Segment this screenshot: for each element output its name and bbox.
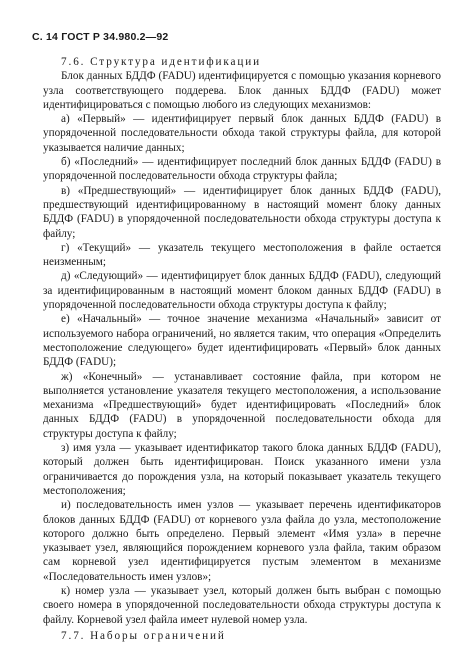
- paragraph-item-v: в) «Предшествующий» — идентифицирует блок данных БДДФ (FADU), предшествующий идентифицированному в настоящий момент блоку данных БДДФ (FADU) в упорядоченной последовательности обхода структуры доступа к файлу;: [43, 184, 441, 240]
- paragraph-intro: Блок данных БДДФ (FADU) идентифицируется с помощью указания корневого узла соответствующего поддерева. Блок данных БДДФ (FADU) может идентифицироваться с помощью любого из следующих механизмов:: [43, 70, 441, 111]
- paragraph-item-i: и) последовательность имен узлов — указывает перечень идентификаторов блоков данных БДДФ (FADU) от корневого узла файла до узла, местоположение которого должно быть определено. Первый элемент «Имя узла» в перечне указывает узел, являющийся порождением корневого узла файла, таким образом сам корневой узел идентифицируется пустым элементом в механизме «Последовательность имен узлов»;: [43, 499, 441, 583]
- paragraph-item-d: д) «Следующий» — идентифицирует блок данных БДДФ (FADU), следующий за идентифицированным в настоящий момент блоком данных БДДФ (FADU) в упорядоченной последовательности обхода структуры доступа к файлу;: [43, 270, 441, 312]
- page-header: С. 14 ГОСТ Р 34.980.2—92: [32, 31, 169, 43]
- paragraph-item-k: к) номер узла — указывает узел, который должен быть выбран с помощью своего номера в упорядоченной последовательности обхода структуры доступа к файлу. Корневой узел файла имеет нулевой номер узла.: [43, 584, 441, 626]
- paragraph-item-e: е) «Начальный» — точное значение механизма «Начальный» зависит от используемого набора ограничений, но является таким, что операция «Определить местоположение следующего» будет идентифицировать «Первый» блок данных БДДФ (FADU);: [43, 313, 441, 369]
- paragraph-item-b: б) «Последний» — идентифицирует последний блок данных БДДФ (FADU) в упорядоченной последовательности обхода структуры файла;: [43, 156, 441, 183]
- section-heading-7-6: 7.6. Структура идентификации: [61, 56, 262, 68]
- section-heading-7-7: 7.7. Наборы ограничений: [61, 629, 226, 642]
- paragraph-item-g: г) «Текущий» — указатель текущего местоположения в файле остается неизменным;: [43, 241, 441, 269]
- document-body: [43, 55, 441, 643]
- paragraph-item-a: а) «Первый» — идентифицирует первый блок данных БДДФ (FADU) в упорядоченной последовательности обхода такой структуры файла, для которой указывается наличие данных;: [43, 113, 441, 154]
- paragraph-item-z: з) имя узла — указывает идентификатор такого блока данных БДДФ (FADU), который должен быть идентифицирован. Поиск указанного имени узла ограничивается до порождения узла, на который показывает указатель текущего местоположения;: [43, 442, 441, 497]
- paragraph-item-zh: ж) «Конечный» — устанавливает состояние файла, при котором не выполняется установление указателя текущего местоположения, а использование механизма «Предшествующий» будет идентифицировать «Последний» блок данных БДДФ (FADU) в упорядоченной последовательности обхода для структуры доступа к файлу;: [43, 370, 441, 440]
